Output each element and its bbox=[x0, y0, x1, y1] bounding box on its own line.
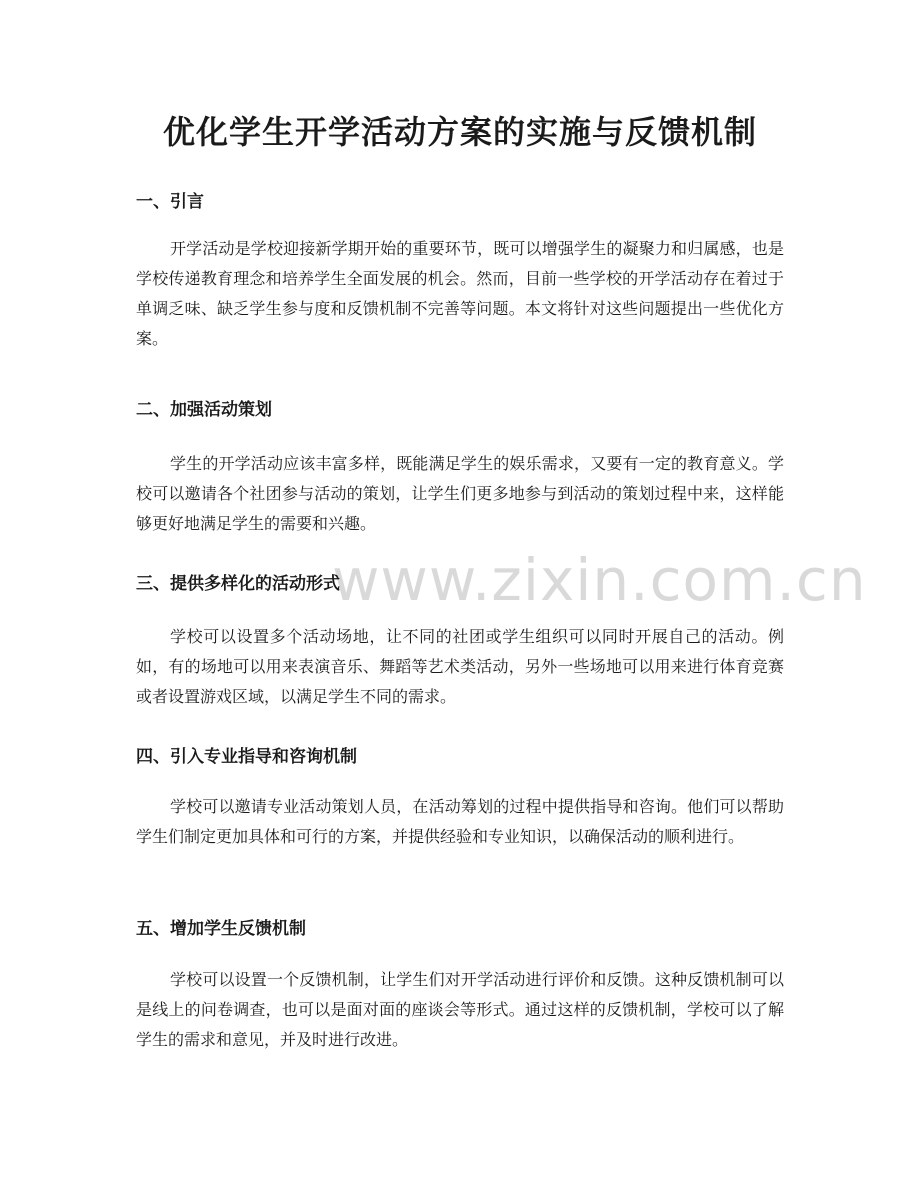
document-title: 优化学生开学活动方案的实施与反馈机制 bbox=[162, 113, 757, 151]
section-heading-professional-guidance: 四、引入专业指导和咨询机制 bbox=[136, 747, 357, 767]
section-body-professional-guidance: 学校可以邀请专业活动策划人员，在活动筹划的过程中提供指导和咨询。他们可以帮助学生们制定更加具体和可行的方案，并提供经验和专业知识，以确保活动的顺利进行。 bbox=[136, 797, 784, 846]
watermark: www.zixin.com.cn bbox=[332, 546, 867, 614]
section-body-planning: 学生的开学活动应该丰富多样，既能满足学生的娱乐需求，又要有一定的教育意义。学校可以邀请各个社团参与活动的策划，让学生们更多地参与到活动的策划过程中来，这样能够更好地满足学生的需要和兴趣。 bbox=[136, 454, 784, 533]
section-heading-introduction: 一、引言 bbox=[136, 192, 204, 212]
section-heading-planning: 二、加强活动策划 bbox=[136, 400, 272, 420]
section-heading-feedback: 五、增加学生反馈机制 bbox=[136, 919, 306, 939]
section-heading-activity-forms: 三、提供多样化的活动形式 bbox=[136, 574, 340, 594]
section-body-activity-forms: 学校可以设置多个活动场地，让不同的社团或学生组织可以同时开展自己的活动。例如，有的场地可以用来表演音乐、舞蹈等艺术类活动，另外一些场地可以用来进行体育竞赛或者设置游戏区域，以满足学生不同的需求。 bbox=[136, 627, 784, 706]
section-body-feedback: 学校可以设置一个反馈机制，让学生们对开学活动进行评价和反馈。这种反馈机制可以是线上的问卷调查，也可以是面对面的座谈会等形式。通过这样的反馈机制，学校可以了解学生的需求和意见，并及时进行改进。 bbox=[136, 970, 784, 1049]
section-body-introduction: 开学活动是学校迎接新学期开始的重要环节，既可以增强学生的凝聚力和归属感，也是学校传递教育理念和培养学生全面发展的机会。然而，目前一些学校的开学活动存在着过于单调乏味、缺乏学生参与度和反馈机制不完善等问题。本文将针对这些问题提出一些优化方案。 bbox=[136, 239, 784, 348]
